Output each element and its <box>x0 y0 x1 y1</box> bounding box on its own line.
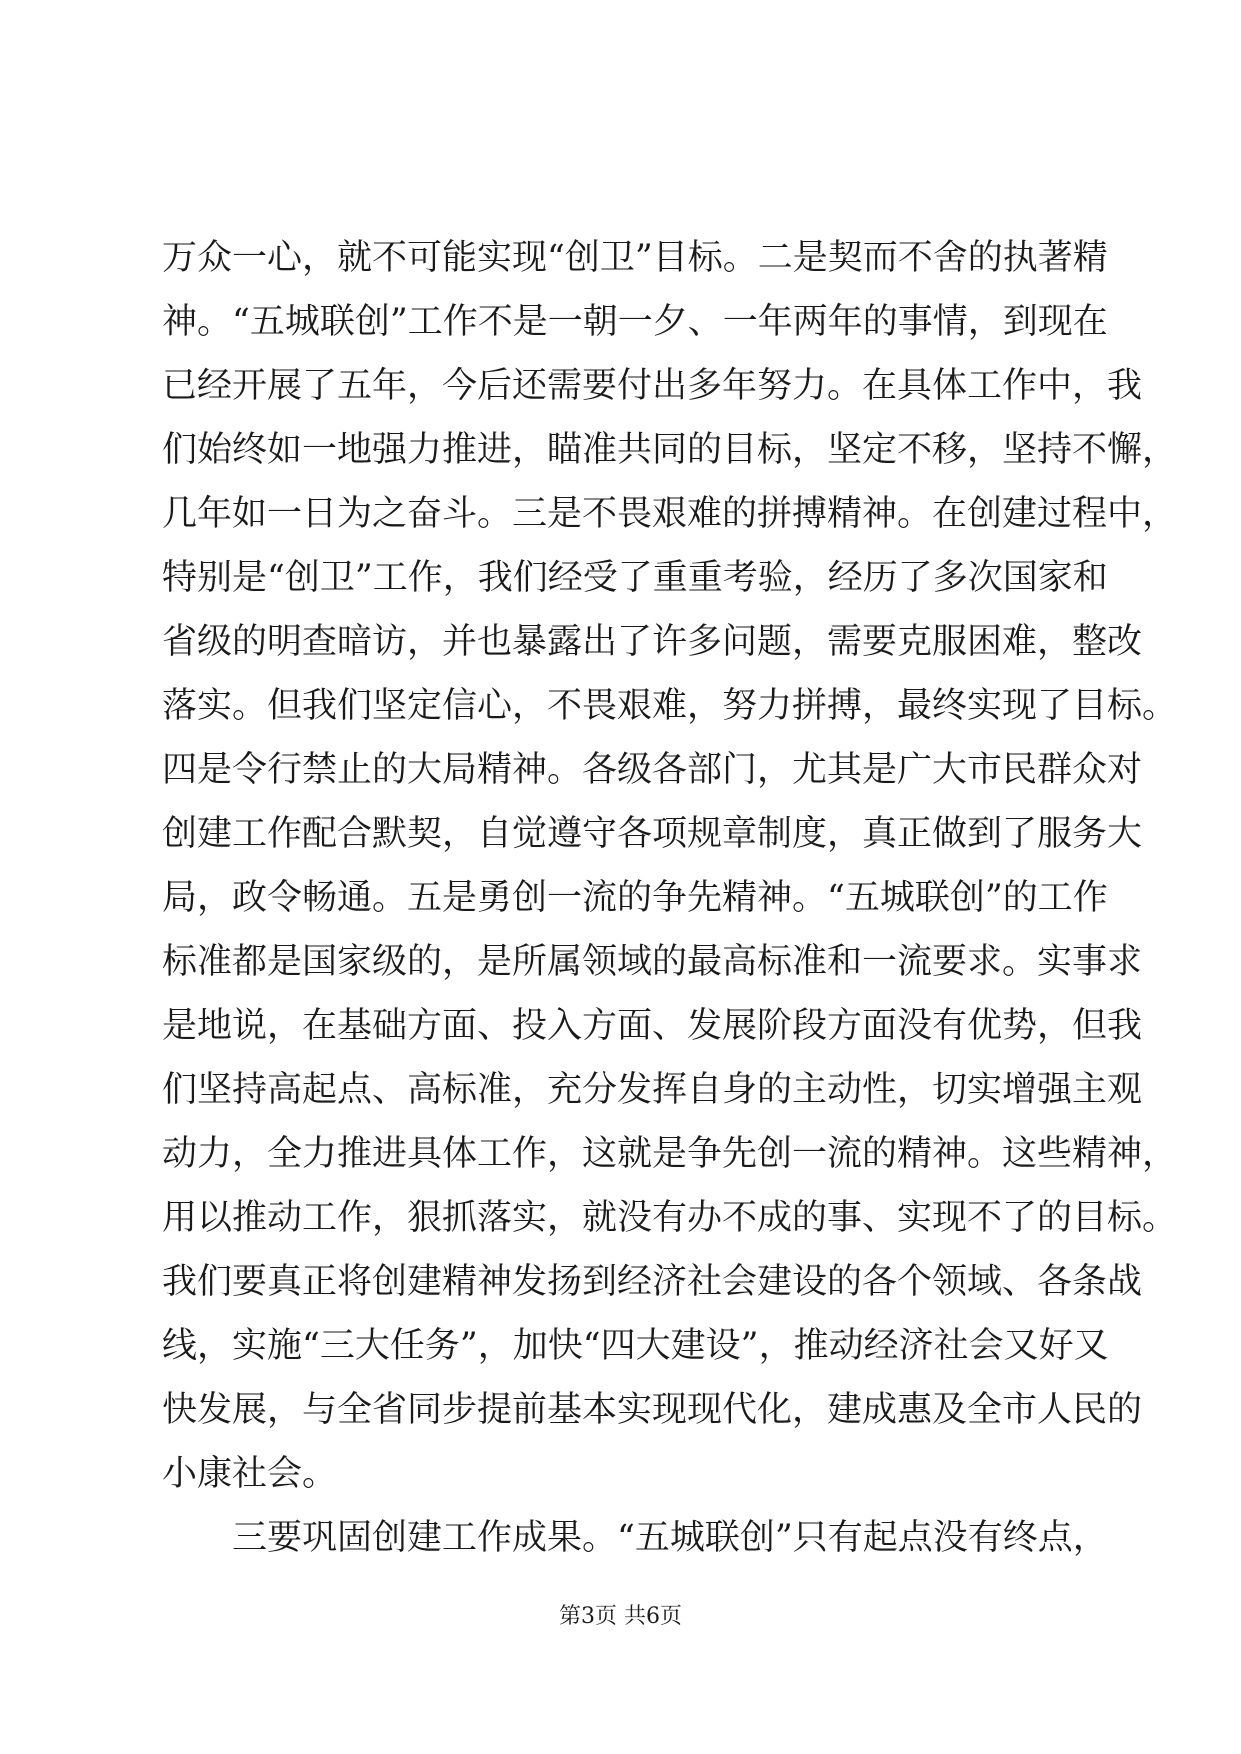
text-line: 动力，全力推进具体工作，这就是争先创一流的精神。这些精神， <box>162 1134 1178 1174</box>
text-line: 们坚持高起点、高标准，充分发挥自身的主动性，切实增强主观 <box>162 1070 1143 1110</box>
text-line: 落实。但我们坚定信心，不畏艰难，努力拼搏，最终实现了目标。 <box>162 686 1178 726</box>
body-text <box>162 226 1178 1570</box>
text-line: 创建工作配合默契，自觉遵守各项规章制度，真正做到了服务大 <box>162 814 1143 854</box>
text-line: 几年如一日为之奋斗。三是不畏艰难的拼搏精神。在创建过程中， <box>162 494 1178 534</box>
text-line: 省级的明查暗访，并也暴露出了许多问题，需要克服困难，整改 <box>162 622 1143 662</box>
text-line: 快发展，与全省同步提前基本实现现代化，建成惠及全市人民的 <box>162 1390 1143 1430</box>
text-line: 用以推动工作，狠抓落实，就没有办不成的事、实现不了的目标。 <box>162 1198 1178 1238</box>
text-line: 我们要真正将创建精神发扬到经济社会建设的各个领域、各条战 <box>162 1262 1143 1302</box>
text-line: 小康社会。 <box>162 1454 338 1494</box>
text-line: 是地说，在基础方面、投入方面、发展阶段方面没有优势，但我 <box>162 1006 1143 1046</box>
page-number-footer: 第3页 共6页 <box>559 1604 682 1629</box>
text-line: 特别是“创卫”工作，我们经受了重重考验，经历了多次国家和 <box>162 558 1108 598</box>
paragraph-first-line: 三要巩固创建工作成果。“五城联创”只有起点没有终点， <box>232 1518 1108 1558</box>
text-line: 神。“五城联创”工作不是一朝一夕、一年两年的事情，到现在 <box>162 302 1108 342</box>
text-line: 们始终如一地强力推进，瞄准共同的目标，坚定不移，坚持不懈， <box>162 430 1178 470</box>
text-line: 局，政令畅通。五是勇创一流的争先精神。“五城联创”的工作 <box>162 878 1108 918</box>
text-line: 线，实施“三大任务”，加快“四大建设”，推动经济社会又好又 <box>162 1326 1109 1366</box>
text-line: 标准都是国家级的，是所属领域的最高标准和一流要求。实事求 <box>162 942 1143 982</box>
text-line: 已经开展了五年，今后还需要付出多年努力。在具体工作中，我 <box>162 366 1143 406</box>
text-line: 四是令行禁止的大局精神。各级各部门，尤其是广大市民群众对 <box>162 750 1143 790</box>
text-line: 万众一心，就不可能实现“创卫”目标。二是契而不舍的执著精 <box>162 238 1108 278</box>
